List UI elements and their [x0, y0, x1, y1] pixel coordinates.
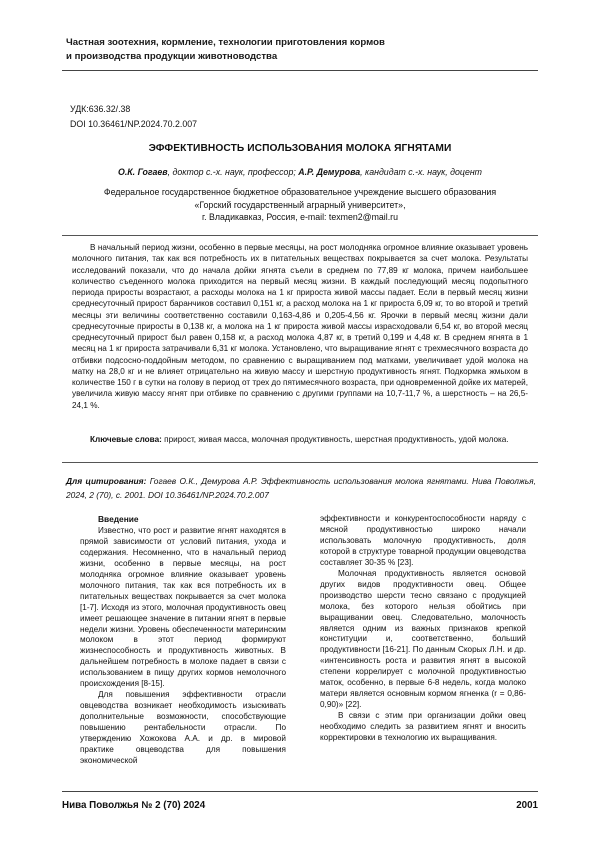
- citation: [66, 474, 536, 502]
- abstract-top-divider: [62, 235, 538, 236]
- author1-name: О.К. Гогаев: [117, 167, 168, 177]
- journal-section-line2: и производства продукции животноводства: [66, 51, 278, 62]
- keywords: [72, 434, 528, 445]
- article-meta: [70, 102, 197, 132]
- author-line: [62, 167, 538, 177]
- footer-divider: [62, 791, 538, 792]
- paragraph: Для повышения эффективности отрасли овцеводства возникает необходимость изыскивать дополнительные возможности, способствующие повышению рентабельности отрасли. По утверждению Хожокова А.А. и др. в мировой практике овцеводства для повышения экономической: [80, 690, 286, 765]
- body-column-right: [320, 514, 526, 744]
- body-column-left: [80, 514, 286, 767]
- journal-section-line1: Частная зоотехния, кормление, технологии приготовления кормов: [66, 37, 385, 48]
- author2-role: , кандидат с.-х. наук, доцент: [360, 167, 483, 177]
- abstract: В начальный период жизни, особенно в первые месяцы, на рост молодняка огромное влияние оказывает уровень молочного питания, так как вся потребность их в питательных веществах покрывается за счет молока. Результаты исследований показали, что до начала дойки ягнята съели в среднем по 77,89 кг молока, причем наибольшее количество съеденного молока приходится на первый месяц жизни. В каждый последующий месяц подопытного периода приросты возрастают, а расходы молока на 1 кг прироста живой массы падает. Если в первый месяц жизни среднесуточный прирост баранчиков составил 0,151 кг, а расход молока на 1 кг прироста 6,09 кг, то во второй и третий месяцы эти величины соответственно составили 0,163-4,86 и 0,205-4,56 кг. Ярочки в первый месяц жизни дали среднесуточные приросты в 0,138 кг, а молока на 1 кг прироста живой массы израсходовали 6,54 кг, во второй месяц среднесуточный прирост был равен 0,158 кг, а расход молока 4,87 кг, в третий 0,199 и 4,48 кг. В среднем ягнята в 1 месяц на 1 кг прироста затрачивали 6,31 кг молока. Установлено, что выращивание ягнят с трехмесячного возраста до отбивки подсосно-поддойным методом, по сравнению с выращиванием под матками, увеличивает удой молока на матку на 28,0 кг и не влияет отрицательно на живую массу и шерстную продуктивность ягнят. Подкормка жмыхом в количестве 150 г в сутки на голову в период от трех до пятимесячного возраста, при одновременной дойке их матерей, увеличила живую массу ягнят при отбивке по сравнению с другими группами на 10,7-11,7 %, а шерстность – на 26,5-24,1 %.: [72, 243, 529, 410]
- author2-name: А.Р. Демурова: [298, 167, 361, 177]
- header-divider: [62, 70, 538, 71]
- citation-label: Для цитирования:: [66, 476, 147, 486]
- section-heading-introduction: Введение: [98, 514, 139, 524]
- affiliation: [80, 186, 520, 224]
- doi[interactable]: DOI 10.36461/NP.2024.70.2.007: [70, 119, 198, 129]
- citation-text: Гогаев О.К., Демурова А.Р. Эффективность использования молока ягнятами. Нива Поволжья, 2024, 2 (70), с. 2001. DOI 10.36461/NP.2024.70.2.007: [66, 476, 536, 500]
- paragraph: Известно, что рост и развитие ягнят находятся в прямой зависимости от условий питания, ухода и содержания. Несомненно, что в начальный период жизни, особенно в первые месяцы, на рост молодняка огромное влияние оказывает уровень молочного питания, так как вся потребность их в питательных веществах покрывается за счет молока [1-7]. Исходя из этого, молочная продуктивность овец имеет решающее значение в питании ягнят в первые недели жизни. Уровень обеспеченности материнским молоком в этот период формируют жизнеспособность и продуктивность животных. В дальнейшем потребность в молоке падает в связи с использованием в пищу других кормов немолочного происхождения [8-15].: [80, 525, 286, 689]
- page-number: 2001: [516, 800, 538, 811]
- paragraph: Молочная продуктивность является основой других видов продуктивности овец. Общее производство шерсти тесно связано с продукцией молока, без которого нельзя обойтись при выращивании овец. Следовательно, молочность является одним из важных признаков крепкой конституции и, соответственно, больший продуктивности [16-21]. По данным Скорых Л.Н. и др. «интенсивность роста и развития ягнят в высокой степени коррелирует с молочной продуктивностью маток, особенно, в первые 6-8 недель, когда молоко матери является основным кормом ягненка (r = 0,86-0,90)» [22].: [320, 568, 526, 710]
- affiliation-line1: Федеральное государственное бюджетное образовательное учреждение высшего образования: [103, 187, 497, 197]
- keywords-label: Ключевые слова:: [90, 435, 162, 444]
- footer-journal: Нива Поволжья № 2 (70) 2024: [62, 800, 206, 811]
- keywords-text: прирост, живая масса, молочная продуктивность, шерстная продуктивность, удой молока.: [161, 435, 509, 444]
- udc-code: УДК:636.32/.38: [70, 104, 131, 114]
- author1-role: , доктор с.-х. наук, профессор;: [167, 167, 299, 177]
- paragraph: В связи с этим при организации дойки овец необходимо следить за развитием ягнят и вносить корректировки в технологию их выращивания.: [320, 711, 526, 743]
- paragraph: эффективности и конкурентоспособности наряду с мясной продуктивностью широко начали использовать молочную продуктивность, доля которой в структуре товарной продукции овцеводства составляет 30-35 % [23].: [320, 514, 526, 567]
- journal-section-header: [66, 36, 536, 64]
- article-title: ЭФФЕКТИВНОСТЬ ИСПОЛЬЗОВАНИЯ МОЛОКА ЯГНЯТАМИ: [148, 143, 452, 154]
- abstract-bottom-divider: [62, 462, 538, 463]
- affiliation-line3: г. Владикавказ, Россия, e-mail: texmen2@mail.ru: [202, 212, 398, 223]
- affiliation-line2: «Горский государственный аграрный университет»,: [194, 199, 406, 210]
